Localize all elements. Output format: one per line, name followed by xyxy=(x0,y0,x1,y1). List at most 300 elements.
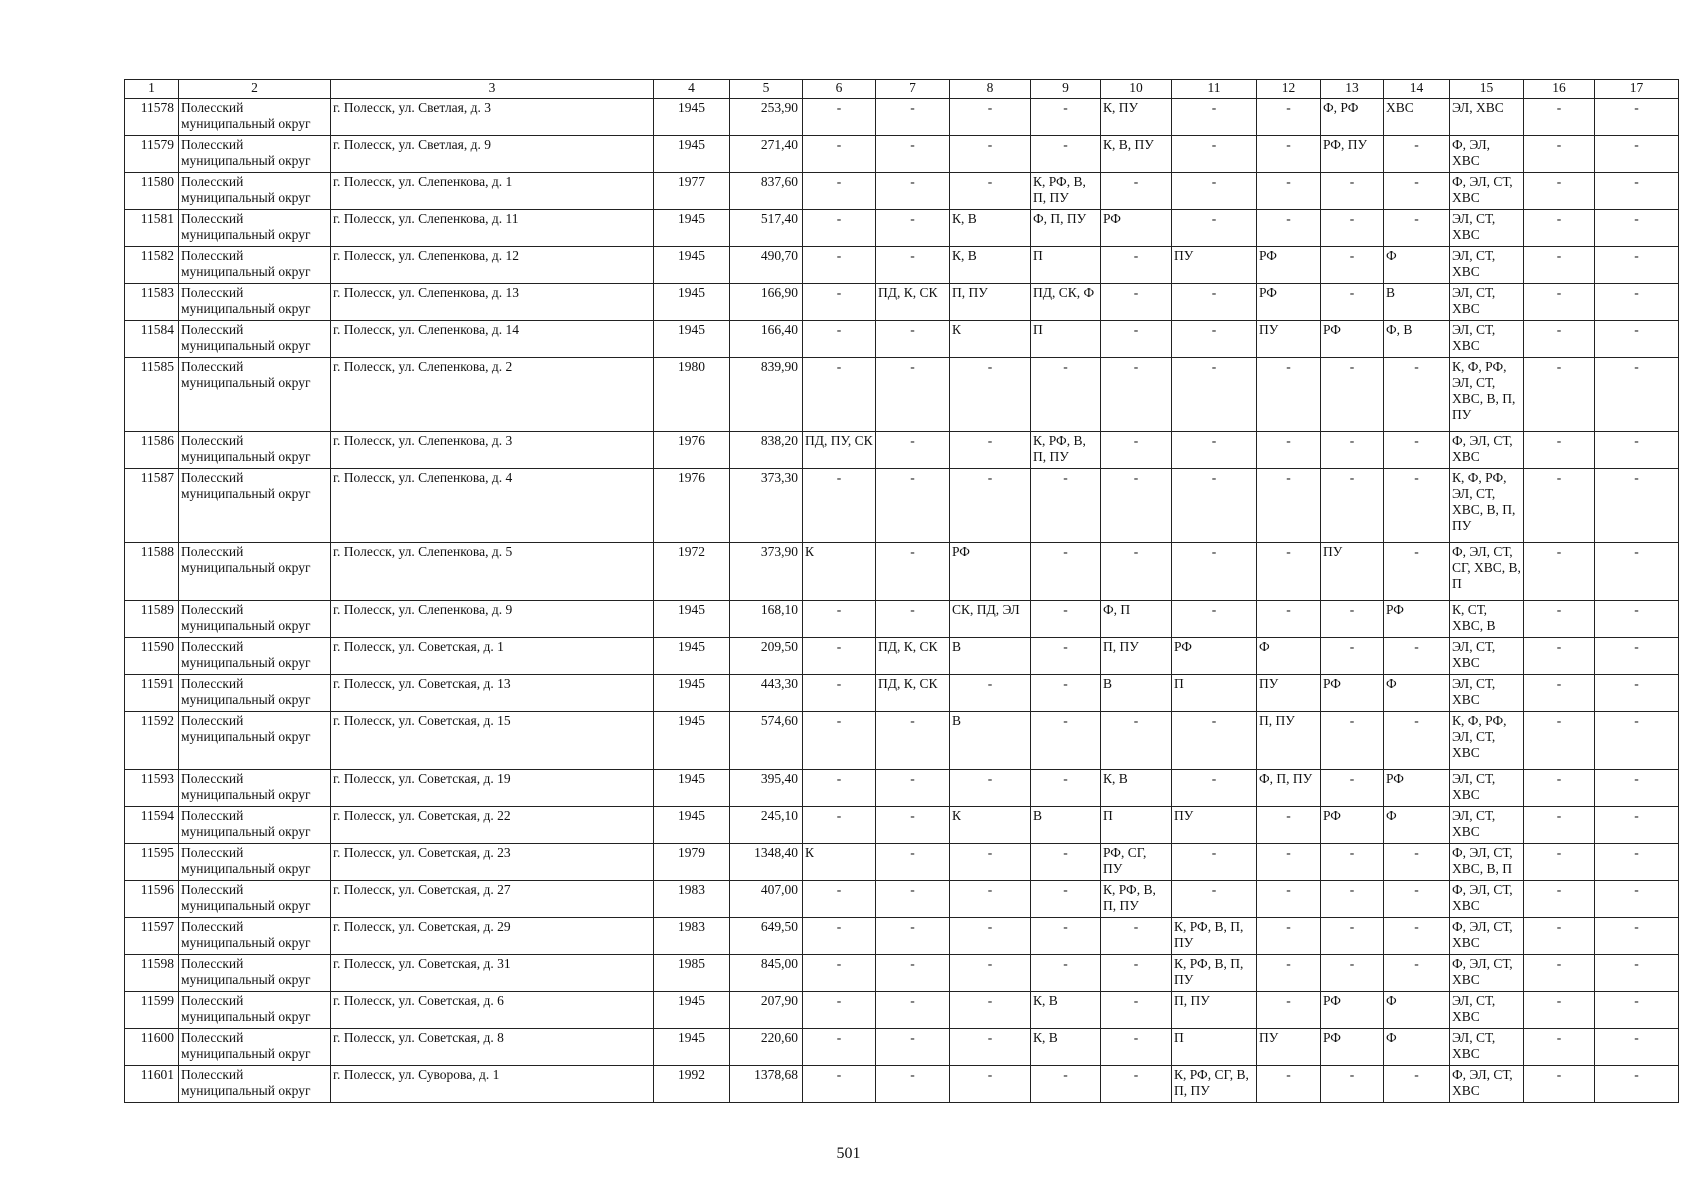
column-number-5: 5 xyxy=(730,80,803,99)
cell-row-id: 11581 xyxy=(125,210,179,247)
cell-c6: - xyxy=(803,247,876,284)
table-row xyxy=(125,675,1679,712)
cell-c11: РФ xyxy=(1172,638,1257,675)
cell-c9: - xyxy=(1031,99,1101,136)
cell-c7: - xyxy=(876,543,950,601)
cell-c17: - xyxy=(1595,881,1679,918)
cell-c14: - xyxy=(1384,1066,1450,1103)
cell-c15: ЭЛ, СТ, ХВС xyxy=(1450,992,1524,1029)
cell-c17: - xyxy=(1595,247,1679,284)
cell-c7: - xyxy=(876,358,950,432)
cell-address: г. Полесск, ул. Светлая, д. 9 xyxy=(331,136,654,173)
cell-c12: РФ xyxy=(1257,247,1321,284)
cell-address: г. Полесск, ул. Слепенкова, д. 3 xyxy=(331,432,654,469)
cell-c10: - xyxy=(1101,432,1172,469)
cell-area: 443,30 xyxy=(730,675,803,712)
cell-c9: - xyxy=(1031,469,1101,543)
table-row xyxy=(125,844,1679,881)
column-number-16: 16 xyxy=(1524,80,1595,99)
cell-area: 845,00 xyxy=(730,955,803,992)
cell-c12: Ф xyxy=(1257,638,1321,675)
cell-c6: - xyxy=(803,712,876,770)
cell-area: 373,90 xyxy=(730,543,803,601)
cell-c16: - xyxy=(1524,358,1595,432)
cell-area: 253,90 xyxy=(730,99,803,136)
cell-c12: ПУ xyxy=(1257,675,1321,712)
table-row xyxy=(125,543,1679,601)
cell-address: г. Полесск, ул. Слепенкова, д. 4 xyxy=(331,469,654,543)
cell-c11: - xyxy=(1172,844,1257,881)
cell-c12: - xyxy=(1257,881,1321,918)
cell-c12: - xyxy=(1257,469,1321,543)
cell-c9: - xyxy=(1031,844,1101,881)
cell-c13: - xyxy=(1321,601,1384,638)
cell-c9: - xyxy=(1031,1066,1101,1103)
cell-c9: В xyxy=(1031,807,1101,844)
cell-c13: - xyxy=(1321,918,1384,955)
cell-municipality: Полесский муниципальный округ xyxy=(179,918,331,955)
cell-c14: РФ xyxy=(1384,601,1450,638)
cell-area: 245,10 xyxy=(730,807,803,844)
cell-year: 1945 xyxy=(654,992,730,1029)
cell-c9: - xyxy=(1031,543,1101,601)
cell-address: г. Полесск, ул. Советская, д. 31 xyxy=(331,955,654,992)
cell-municipality: Полесский муниципальный округ xyxy=(179,210,331,247)
cell-c11: - xyxy=(1172,770,1257,807)
cell-c13: - xyxy=(1321,712,1384,770)
cell-c8: - xyxy=(950,1029,1031,1066)
cell-c10: К, РФ, В, П, ПУ xyxy=(1101,881,1172,918)
cell-c11: П xyxy=(1172,1029,1257,1066)
cell-c16: - xyxy=(1524,992,1595,1029)
cell-row-id: 11578 xyxy=(125,99,179,136)
cell-c7: - xyxy=(876,955,950,992)
cell-c9: - xyxy=(1031,358,1101,432)
cell-c6: - xyxy=(803,807,876,844)
cell-c14: - xyxy=(1384,136,1450,173)
table-row xyxy=(125,469,1679,543)
cell-c6: - xyxy=(803,284,876,321)
cell-c14: - xyxy=(1384,358,1450,432)
cell-c9: - xyxy=(1031,136,1101,173)
cell-c7: - xyxy=(876,918,950,955)
cell-c16: - xyxy=(1524,1029,1595,1066)
cell-c6: - xyxy=(803,955,876,992)
cell-c16: - xyxy=(1524,601,1595,638)
cell-c16: - xyxy=(1524,543,1595,601)
cell-c7: - xyxy=(876,469,950,543)
cell-c16: - xyxy=(1524,918,1595,955)
cell-c8: - xyxy=(950,955,1031,992)
cell-municipality: Полесский муниципальный округ xyxy=(179,247,331,284)
cell-c16: - xyxy=(1524,844,1595,881)
cell-c13: - xyxy=(1321,844,1384,881)
cell-c12: ПУ xyxy=(1257,321,1321,358)
table-row xyxy=(125,1066,1679,1103)
cell-c7: - xyxy=(876,992,950,1029)
cell-c10: К, В, ПУ xyxy=(1101,136,1172,173)
cell-year: 1977 xyxy=(654,173,730,210)
cell-c9: П xyxy=(1031,321,1101,358)
cell-c13: ПУ xyxy=(1321,543,1384,601)
cell-c17: - xyxy=(1595,99,1679,136)
cell-row-id: 11595 xyxy=(125,844,179,881)
cell-c7: - xyxy=(876,807,950,844)
column-number-13: 13 xyxy=(1321,80,1384,99)
table-row xyxy=(125,136,1679,173)
table-row xyxy=(125,918,1679,955)
cell-year: 1945 xyxy=(654,638,730,675)
cell-c11: - xyxy=(1172,432,1257,469)
cell-year: 1945 xyxy=(654,712,730,770)
cell-c9: - xyxy=(1031,881,1101,918)
cell-c7: - xyxy=(876,432,950,469)
cell-area: 490,70 xyxy=(730,247,803,284)
cell-municipality: Полесский муниципальный округ xyxy=(179,844,331,881)
column-number-row xyxy=(125,80,1679,99)
cell-row-id: 11598 xyxy=(125,955,179,992)
cell-year: 1945 xyxy=(654,807,730,844)
cell-c10: - xyxy=(1101,321,1172,358)
column-number-2: 2 xyxy=(179,80,331,99)
cell-c12: - xyxy=(1257,358,1321,432)
cell-municipality: Полесский муниципальный округ xyxy=(179,173,331,210)
cell-c17: - xyxy=(1595,432,1679,469)
cell-c6: К xyxy=(803,844,876,881)
cell-area: 837,60 xyxy=(730,173,803,210)
cell-c14: - xyxy=(1384,881,1450,918)
cell-c6: - xyxy=(803,321,876,358)
column-number-3: 3 xyxy=(331,80,654,99)
cell-c9: - xyxy=(1031,918,1101,955)
column-number-7: 7 xyxy=(876,80,950,99)
cell-c14: - xyxy=(1384,918,1450,955)
cell-c17: - xyxy=(1595,469,1679,543)
cell-c11: - xyxy=(1172,543,1257,601)
cell-c6: - xyxy=(803,210,876,247)
cell-row-id: 11579 xyxy=(125,136,179,173)
cell-c11: ПУ xyxy=(1172,247,1257,284)
cell-c15: Ф, ЭЛ, СТ, ХВС xyxy=(1450,432,1524,469)
cell-c11: П, ПУ xyxy=(1172,992,1257,1029)
table-row xyxy=(125,284,1679,321)
cell-c6: - xyxy=(803,770,876,807)
cell-c12: - xyxy=(1257,807,1321,844)
cell-c7: - xyxy=(876,601,950,638)
cell-c17: - xyxy=(1595,284,1679,321)
cell-c17: - xyxy=(1595,992,1679,1029)
cell-c13: РФ xyxy=(1321,1029,1384,1066)
cell-c8: В xyxy=(950,638,1031,675)
cell-c15: Ф, ЭЛ, СТ, ХВС xyxy=(1450,955,1524,992)
cell-c11: П xyxy=(1172,675,1257,712)
cell-c12: - xyxy=(1257,918,1321,955)
cell-year: 1945 xyxy=(654,247,730,284)
cell-area: 166,90 xyxy=(730,284,803,321)
cell-c8: РФ xyxy=(950,543,1031,601)
cell-c7: - xyxy=(876,1029,950,1066)
cell-c8: - xyxy=(950,770,1031,807)
cell-area: 395,40 xyxy=(730,770,803,807)
cell-c6: - xyxy=(803,918,876,955)
cell-c12: - xyxy=(1257,432,1321,469)
cell-c15: ЭЛ, СТ, ХВС xyxy=(1450,770,1524,807)
cell-municipality: Полесский муниципальный округ xyxy=(179,358,331,432)
cell-c11: - xyxy=(1172,469,1257,543)
table-row xyxy=(125,881,1679,918)
table-row xyxy=(125,638,1679,675)
cell-c15: К, Ф, РФ, ЭЛ, СТ, ХВС xyxy=(1450,712,1524,770)
cell-row-id: 11586 xyxy=(125,432,179,469)
cell-c6: - xyxy=(803,99,876,136)
column-number-17: 17 xyxy=(1595,80,1679,99)
table-row xyxy=(125,712,1679,770)
cell-year: 1980 xyxy=(654,358,730,432)
cell-c10: П xyxy=(1101,807,1172,844)
cell-c16: - xyxy=(1524,99,1595,136)
cell-c14: Ф xyxy=(1384,1029,1450,1066)
cell-c11: К, РФ, В, П, ПУ xyxy=(1172,955,1257,992)
cell-c8: - xyxy=(950,675,1031,712)
cell-c12: - xyxy=(1257,136,1321,173)
cell-municipality: Полесский муниципальный округ xyxy=(179,543,331,601)
cell-c16: - xyxy=(1524,770,1595,807)
cell-c8: К xyxy=(950,321,1031,358)
cell-c13: - xyxy=(1321,955,1384,992)
cell-address: г. Полесск, ул. Советская, д. 6 xyxy=(331,992,654,1029)
cell-c17: - xyxy=(1595,136,1679,173)
cell-c12: РФ xyxy=(1257,284,1321,321)
cell-c8: К xyxy=(950,807,1031,844)
cell-c13: - xyxy=(1321,638,1384,675)
cell-c11: К, РФ, В, П, ПУ xyxy=(1172,918,1257,955)
cell-c8: П, ПУ xyxy=(950,284,1031,321)
cell-c10: - xyxy=(1101,955,1172,992)
cell-address: г. Полесск, ул. Слепенкова, д. 2 xyxy=(331,358,654,432)
column-number-8: 8 xyxy=(950,80,1031,99)
cell-c10: - xyxy=(1101,358,1172,432)
cell-c7: - xyxy=(876,321,950,358)
page-number: 501 xyxy=(836,1145,861,1162)
cell-year: 1945 xyxy=(654,284,730,321)
cell-address: г. Полесск, ул. Советская, д. 22 xyxy=(331,807,654,844)
cell-c12: - xyxy=(1257,955,1321,992)
cell-area: 1348,40 xyxy=(730,844,803,881)
cell-municipality: Полесский муниципальный округ xyxy=(179,770,331,807)
cell-c14: В xyxy=(1384,284,1450,321)
cell-c8: - xyxy=(950,992,1031,1029)
cell-c15: Ф, ЭЛ, ХВС xyxy=(1450,136,1524,173)
cell-c8: - xyxy=(950,469,1031,543)
cell-c7: - xyxy=(876,844,950,881)
cell-c10: - xyxy=(1101,469,1172,543)
cell-c17: - xyxy=(1595,601,1679,638)
cell-c17: - xyxy=(1595,844,1679,881)
cell-c10: П, ПУ xyxy=(1101,638,1172,675)
column-number-15: 15 xyxy=(1450,80,1524,99)
cell-c9: - xyxy=(1031,955,1101,992)
cell-c16: - xyxy=(1524,807,1595,844)
cell-c14: - xyxy=(1384,173,1450,210)
cell-c10: - xyxy=(1101,1066,1172,1103)
cell-area: 207,90 xyxy=(730,992,803,1029)
cell-c12: Ф, П, ПУ xyxy=(1257,770,1321,807)
cell-c15: Ф, ЭЛ, СТ, ХВС xyxy=(1450,1066,1524,1103)
cell-c13: - xyxy=(1321,358,1384,432)
cell-c16: - xyxy=(1524,210,1595,247)
cell-c11: - xyxy=(1172,136,1257,173)
table-row xyxy=(125,807,1679,844)
cell-c11: К, РФ, СГ, В, П, ПУ xyxy=(1172,1066,1257,1103)
cell-c9: - xyxy=(1031,638,1101,675)
cell-address: г. Полесск, ул. Советская, д. 23 xyxy=(331,844,654,881)
cell-c10: - xyxy=(1101,712,1172,770)
cell-c15: ЭЛ, СТ, ХВС xyxy=(1450,247,1524,284)
cell-year: 1983 xyxy=(654,918,730,955)
cell-address: г. Полесск, ул. Советская, д. 19 xyxy=(331,770,654,807)
cell-area: 373,30 xyxy=(730,469,803,543)
table-row xyxy=(125,1029,1679,1066)
cell-c13: - xyxy=(1321,247,1384,284)
cell-municipality: Полесский муниципальный округ xyxy=(179,432,331,469)
cell-c6: - xyxy=(803,173,876,210)
cell-c13: - xyxy=(1321,1066,1384,1103)
cell-address: г. Полесск, ул. Светлая, д. 3 xyxy=(331,99,654,136)
cell-c11: - xyxy=(1172,173,1257,210)
cell-c10: - xyxy=(1101,173,1172,210)
cell-c9: К, В xyxy=(1031,1029,1101,1066)
cell-address: г. Полесск, ул. Слепенкова, д. 5 xyxy=(331,543,654,601)
cell-c8: СК, ПД, ЭЛ xyxy=(950,601,1031,638)
cell-c8: - xyxy=(950,432,1031,469)
cell-row-id: 11601 xyxy=(125,1066,179,1103)
cell-area: 838,20 xyxy=(730,432,803,469)
cell-c16: - xyxy=(1524,469,1595,543)
cell-c13: РФ xyxy=(1321,992,1384,1029)
table-row xyxy=(125,601,1679,638)
cell-c15: К, Ф, РФ, ЭЛ, СТ, ХВС, В, П, ПУ xyxy=(1450,469,1524,543)
cell-c15: ЭЛ, СТ, ХВС xyxy=(1450,807,1524,844)
cell-area: 166,40 xyxy=(730,321,803,358)
cell-c11: - xyxy=(1172,712,1257,770)
cell-municipality: Полесский муниципальный округ xyxy=(179,601,331,638)
cell-c6: - xyxy=(803,1029,876,1066)
cell-c7: ПД, К, СК xyxy=(876,284,950,321)
cell-c8: - xyxy=(950,173,1031,210)
cell-c6: - xyxy=(803,881,876,918)
cell-c15: К, Ф, РФ, ЭЛ, СТ, ХВС, В, П, ПУ xyxy=(1450,358,1524,432)
column-number-6: 6 xyxy=(803,80,876,99)
cell-c14: - xyxy=(1384,469,1450,543)
cell-municipality: Полесский муниципальный округ xyxy=(179,675,331,712)
cell-c17: - xyxy=(1595,543,1679,601)
cell-municipality: Полесский муниципальный округ xyxy=(179,638,331,675)
cell-year: 1983 xyxy=(654,881,730,918)
cell-municipality: Полесский муниципальный округ xyxy=(179,712,331,770)
cell-area: 271,40 xyxy=(730,136,803,173)
cell-municipality: Полесский муниципальный округ xyxy=(179,321,331,358)
cell-address: г. Полесск, ул. Советская, д. 13 xyxy=(331,675,654,712)
cell-c12: - xyxy=(1257,1066,1321,1103)
cell-c17: - xyxy=(1595,675,1679,712)
cell-c12: - xyxy=(1257,543,1321,601)
cell-c11: - xyxy=(1172,321,1257,358)
cell-c8: В xyxy=(950,712,1031,770)
cell-c12: - xyxy=(1257,99,1321,136)
cell-year: 1976 xyxy=(654,469,730,543)
cell-c9: - xyxy=(1031,770,1101,807)
cell-row-id: 11596 xyxy=(125,881,179,918)
cell-c6: ПД, ПУ, СК xyxy=(803,432,876,469)
cell-year: 1979 xyxy=(654,844,730,881)
cell-year: 1972 xyxy=(654,543,730,601)
cell-c11: - xyxy=(1172,358,1257,432)
cell-c7: - xyxy=(876,210,950,247)
cell-c14: Ф xyxy=(1384,675,1450,712)
cell-c8: - xyxy=(950,1066,1031,1103)
cell-row-id: 11590 xyxy=(125,638,179,675)
cell-c9: К, В xyxy=(1031,992,1101,1029)
cell-c15: ЭЛ, ХВС xyxy=(1450,99,1524,136)
cell-c16: - xyxy=(1524,284,1595,321)
cell-c15: Ф, ЭЛ, СТ, ХВС xyxy=(1450,881,1524,918)
cell-c6: - xyxy=(803,601,876,638)
cell-municipality: Полесский муниципальный округ xyxy=(179,1029,331,1066)
cell-row-id: 11583 xyxy=(125,284,179,321)
cell-c15: Ф, ЭЛ, СТ, ХВС, В, П xyxy=(1450,844,1524,881)
cell-row-id: 11599 xyxy=(125,992,179,1029)
cell-c6: К xyxy=(803,543,876,601)
cell-row-id: 11597 xyxy=(125,918,179,955)
cell-c15: ЭЛ, СТ, ХВС xyxy=(1450,675,1524,712)
cell-year: 1945 xyxy=(654,210,730,247)
cell-c14: РФ xyxy=(1384,770,1450,807)
cell-c13: - xyxy=(1321,770,1384,807)
cell-area: 407,00 xyxy=(730,881,803,918)
cell-row-id: 11591 xyxy=(125,675,179,712)
cell-address: г. Полесск, ул. Слепенкова, д. 13 xyxy=(331,284,654,321)
cell-c15: К, СТ, ХВС, В xyxy=(1450,601,1524,638)
cell-year: 1985 xyxy=(654,955,730,992)
cell-year: 1945 xyxy=(654,770,730,807)
cell-c9: ПД, СК, Ф xyxy=(1031,284,1101,321)
cell-c15: Ф, ЭЛ, СТ, ХВС xyxy=(1450,918,1524,955)
column-number-9: 9 xyxy=(1031,80,1101,99)
cell-c6: - xyxy=(803,1066,876,1103)
cell-area: 839,90 xyxy=(730,358,803,432)
cell-area: 168,10 xyxy=(730,601,803,638)
cell-municipality: Полесский муниципальный округ xyxy=(179,136,331,173)
cell-address: г. Полесск, ул. Советская, д. 15 xyxy=(331,712,654,770)
cell-c11: - xyxy=(1172,601,1257,638)
cell-address: г. Полесск, ул. Слепенкова, д. 11 xyxy=(331,210,654,247)
cell-c10: - xyxy=(1101,1029,1172,1066)
cell-c9: К, РФ, В, П, ПУ xyxy=(1031,432,1101,469)
cell-year: 1976 xyxy=(654,432,730,469)
cell-c9: - xyxy=(1031,675,1101,712)
cell-c15: ЭЛ, СТ, ХВС xyxy=(1450,210,1524,247)
cell-c7: - xyxy=(876,712,950,770)
cell-c16: - xyxy=(1524,638,1595,675)
cell-year: 1945 xyxy=(654,601,730,638)
column-number-1: 1 xyxy=(125,80,179,99)
cell-address: г. Полесск, ул. Слепенкова, д. 1 xyxy=(331,173,654,210)
cell-municipality: Полесский муниципальный округ xyxy=(179,955,331,992)
cell-c6: - xyxy=(803,358,876,432)
cell-address: г. Полесск, ул. Советская, д. 8 xyxy=(331,1029,654,1066)
cell-c7: - xyxy=(876,99,950,136)
cell-c16: - xyxy=(1524,432,1595,469)
